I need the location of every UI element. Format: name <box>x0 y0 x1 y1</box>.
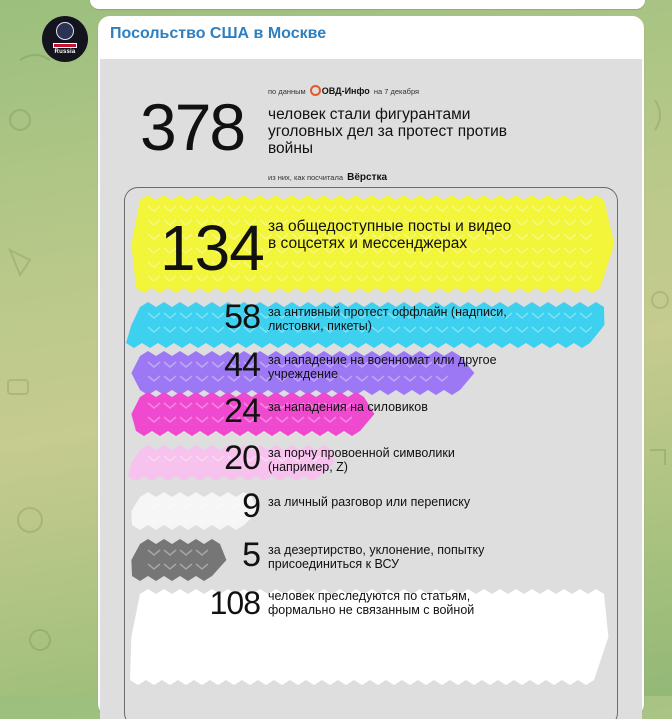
source-name: ОВД-Инфо <box>321 86 370 96</box>
row-description: за антивный протест оффлайн (надписи, листовки, пикеты) <box>268 305 507 333</box>
row-count: 108 <box>209 585 260 621</box>
row-description: за общедоступные посты и видео в соцсетях и мессенджерах <box>268 218 512 252</box>
row-count: 5 <box>242 536 260 574</box>
source-suffix: на 7 декабря <box>373 87 420 96</box>
row-description: за дезертирство, уклонение, попытку присоединиться к ВСУ <box>268 543 485 571</box>
row-description: за личный разговор или переписку <box>268 495 471 509</box>
row-count: 24 <box>224 392 260 430</box>
total-count: 378 <box>140 90 245 164</box>
embassy-seal-icon <box>56 22 74 40</box>
row-description: за нападение на военномат или другое учреждение <box>268 353 497 381</box>
row-count: 58 <box>224 298 260 336</box>
row-description: человек преследуются по статьям, формально не связанным с войной <box>268 589 475 617</box>
channel-avatar[interactable] <box>42 16 88 62</box>
row-count: 134 <box>160 212 264 284</box>
channel-name-link[interactable]: Посольство США в Москве <box>110 25 327 42</box>
previous-message-bubble-edge <box>90 0 645 9</box>
row-count: 20 <box>224 439 260 477</box>
verstka-logo: Вёрстка <box>347 172 388 183</box>
sub-source-prefix: из них, как посчитала <box>268 173 344 182</box>
row-count: 9 <box>242 487 260 525</box>
row-description: за порчу провоенной символики (например, Z) <box>268 446 455 474</box>
avatar-caption: Russia <box>54 49 76 55</box>
row-description: за нападения на силовиков <box>268 400 428 414</box>
infographic-image[interactable] <box>100 59 642 719</box>
flag-strip <box>53 43 77 48</box>
row-count: 44 <box>224 346 260 384</box>
source-prefix: по данным <box>268 87 306 96</box>
total-description: человек стали фигурантами уголовных дел за протест против войны <box>268 106 507 157</box>
message-bubble <box>98 16 644 716</box>
